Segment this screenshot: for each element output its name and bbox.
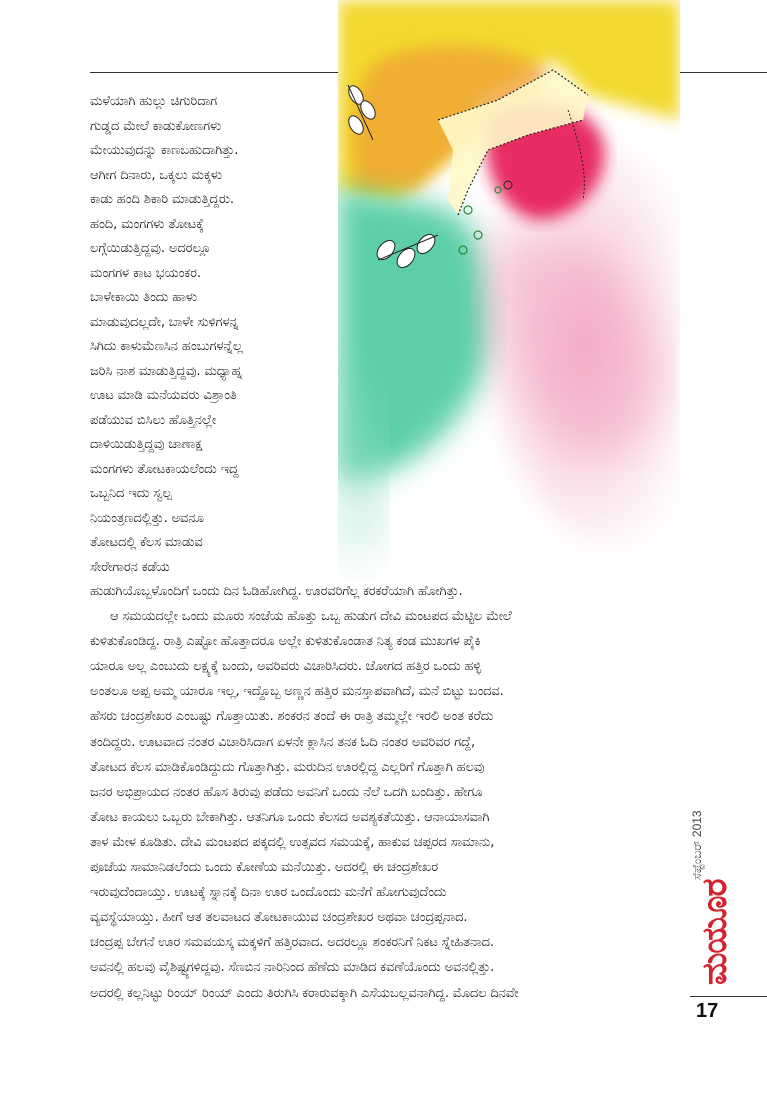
text-line: ತಂದಿದ್ದರು. ಊಟವಾದ ನಂತರ ವಿಚಾರಿಸಿದಾಗ ಏಳನೇ ಕ್ಲಾಸಿನ ತನಕ ಓದಿ ನಂತರ ಅವರಿವರ ಗದ್ದೆ, [90, 734, 475, 750]
text-line: ಆಗೀಗ ದಿನಾರು, ಒಕ್ಕಲು ಮಕ್ಕಳು [90, 167, 222, 183]
top-rule-left [90, 72, 338, 73]
text-line: ತಾಳ ಮೇಳ ಕೂಡಿತು. ದೇವಿ ಮಂಟಪದ ಪಕ್ಕದಲ್ಲಿ ಉತ್ಸವದ ಸಮಯಕ್ಕೆ, ಹಾಕುವ ಚಪ್ಪರದ ಸಾಮಾನು, [90, 834, 495, 850]
text-line: ಯಾರೂ ಅಲ್ಲ ಎಂಬುದು ಲಕ್ಷ್ಯಕ್ಕೆ ಬಂದು, ಅವರಿವರು ವಿಚಾರಿಸಿದರು. ಜೋಗದ ಹತ್ತಿರ ಒಂದು ಹಳ್ಳಿ [90, 659, 482, 675]
top-rule-right [680, 72, 767, 73]
text-line: ದಾಳಿಯಿಡುತ್ತಿದ್ದವು ಚಾಣಾಕ್ಷ [90, 437, 203, 452]
text-line: ಗುಡ್ಡದ ಮೇಲೆ ಕಾಡುಕೋಣಗಳು [90, 118, 222, 134]
text-line: ಪಡೆಯುವ ಬಿಸಿಲು ಹೊತ್ತಿನಲ್ಲೇ [90, 412, 217, 428]
body-column [90, 579, 685, 1006]
text-line: ವ್ಯವಸ್ಥೆಯಾಯ್ತು. ಹೀಗೆ ಆತ ತಲವಾಟದ ತೋಟಕಾಯುವ ಚಂದ್ರಶೇಖರ ಅಥವಾ ಚಂದ್ರಪ್ಪನಾದ. [90, 910, 468, 926]
text-line: ಮಾಡುವುದಲ್ಲದೇ, ಬಾಳೇ ಸುಳಿಗಳನ್ನ [90, 314, 239, 330]
text-line: ತೋಟ ಕಾಯಲು ಒಬ್ಬರು ಬೇಕಾಗಿತ್ತು. ಆತನಿಗೂ ಒಂದು ಕೆಲಸದ ಅವಶ್ಯಕತೆಯಿತ್ತು. ಆನಾಯಾಸವಾಗಿ [90, 809, 490, 825]
text-line: ಊಟ ಮಾಡಿ ಮನೆಯವರು ವಿಶ್ರಾಂತಿ [90, 388, 237, 403]
text-line: ಮಂಗಗಳು ತೋಟಕಾಯಲೆಂದು ಇದ್ದ [90, 461, 239, 477]
text-line: ಜನರ ಅಭಿಪ್ರಾಯದ ನಂತರ ಹೊಸ ತಿರುವು ಪಡೆದು ಅವನಿಗೆ ಒಂದು ನೆಲೆ ಒದಗಿ ಬಂದಿತ್ತು. ಹೇಗೂ [90, 784, 483, 800]
page-number: 17 [696, 1000, 719, 1022]
paragraph-start-line: ಆ ಸಮಯದಲ್ಲೇ ಒಂದು ಮೂರು ಸಂಜೆಯ ಹೊತ್ತು ಒಬ್ಬ ಹುಡುಗ ದೇವಿ ಮಂಟಪದ ಮೆಟ್ಟಿಲ ಮೇಲೆ [110, 609, 512, 625]
text-line: ಹೆಸರು ಚಂದ್ರಶೇಖರ ಎಂಬಷ್ಟು ಗೊತ್ತಾಯಿತು. ಶಂಕರನ ತಂದೆ ಈ ರಾತ್ರಿ ತಮ್ಮಲ್ಲೇ ಇರಲಿ ಅಂತ ಕರೆದು [90, 709, 494, 725]
text-line: ತೋಟದ ಕೆಲಸ ಮಾಡಿಕೊಂಡಿದ್ದುದು ಗೊತ್ತಾಗಿತ್ತು. ಮರುದಿನ ಊರಲ್ಲಿದ್ದ ಎಲ್ಲರಿಗೆ ಗೊತ್ತಾಗಿ ಹಲವು [90, 759, 485, 775]
text-line: ಇರುವುದೆಂದಾಯ್ತು. ಊಟಕ್ಕೆ ಸ್ನಾನಕ್ಕೆ ದಿನಾ ಊರ ಒಂದೊಂದು ಮನೆಗೆ ಹೋಗುವುದೆಂದು [90, 885, 447, 901]
intro-column [90, 90, 340, 580]
text-line: ಬಾಳೇಕಾಯಿ ತಿಂದು ಹಾಳು [90, 290, 197, 305]
text-line: ಮೇಯುವುದನ್ನು ಕಾಣಬಹುದಾಗಿತ್ತು. [90, 143, 239, 158]
text-line: ಮಂಗಗಳ ಕಾಟ ಭಯಂಕರ. [90, 265, 201, 281]
page-number-rule [690, 996, 767, 997]
text-line: ಕುಳಿತುಕೊಂಡಿದ್ದ. ರಾತ್ರಿ ಎಷ್ಟೋ ಹೊತ್ತಾದರೂ ಅಲ್ಲೇ ಕುಳಿತುಕೊಂಡಾತ ನಿತ್ಯ ಕಂಡ ಮುಖಗಳ ಪೈಕಿ [90, 634, 481, 650]
magazine-name: ಮಯೂರ [695, 879, 735, 985]
text-line: ಸೇರೇಗಾರನ ಕಡೆಯ [90, 559, 170, 575]
text-line: ಚಂದ್ರಪ್ಪ ಬೇಗನೆ ಊರ ಸಮವಯಸ್ಕ ಮಕ್ಕಳಿಗೆ ಹತ್ತಿರವಾದ. ಅದರಲ್ಲೂ ಶಂಕರನಿಗೆ ನಿಕಟ ಸ್ನೇಹಿತನಾದ. [90, 935, 494, 951]
text-line: ಒಬ್ಬನಿದ ಇದು ಸ್ವಲ್ಪ [90, 486, 172, 501]
text-line: ಹುಡುಗಿಯೊಬ್ಬಳೊಂದಿಗೆ ಒಂದು ದಿನ ಓಡಿಹೋಗಿದ್ದ. ಊರವರಿಗೆಲ್ಲ ಕರಕರೆಯಾಗಿ ಹೋಗಿತ್ತು. [90, 584, 463, 599]
text-line: ಹಂದಿ, ಮಂಗಗಳು ತೋಟಕ್ಕೆ [90, 216, 204, 232]
text-line: ಕಾಡು ಹಂದಿ ಶಿಕಾರಿ ಮಾಡುತ್ತಿದ್ದರು. [90, 192, 234, 207]
watercolor-illustration [338, 0, 680, 585]
text-line: ಸಿಗಿದು ಕಾಳುಮೆಣಸಿನ ಹಂಬುಗಳನ್ನೆಲ್ಲ [90, 339, 243, 354]
text-line: ಮಳೆಯಾಗಿ ಹುಲ್ಲು ಚಿಗುರಿದಾಗ [90, 94, 218, 109]
issue-date: ಸೆಪ್ಟೆಂಬರ್ 2013 [690, 810, 704, 880]
text-line: ಅವನಲ್ಲಿ ಹಲವು ವೈಶಿಷ್ಟ್ಯಗಳಿದ್ದವು. ಸೆಣಬಿನ ನಾರಿನಿಂದ ಹೆಣೆದು ಮಾಡಿದ ಕವಣೆಯೊಂದು ಅವನಲ್ಲಿತ್ತು. [90, 960, 495, 976]
text-line: ಅಂತಲೂ ಅಪ್ಪ ಅಮ್ಮ ಯಾರೂ ಇಲ್ಲ, ಇದ್ದೊಬ್ಬ ಅಣ್ಣನ ಹತ್ತಿರ ಮನಸ್ತಾಪವಾಗಿದೆ, ಮನೆ ಬಿಟ್ಟು ಬಂದವ. [90, 684, 504, 700]
text-line: ನಿಯಂತ್ರಣದಲ್ಲಿತ್ತು. ಅವನೂ [90, 510, 204, 526]
text-line: ಲಗ್ಗೆಯಿಡುತ್ತಿದ್ದವು. ಅದರಲ್ಲೂ [90, 241, 211, 256]
text-line: ಅದರಲ್ಲಿ ಕಲ್ಲನಿಟ್ಟು ರಿಂಯ್ ರಿಂಯ್ ಎಂದು ತಿರುಗಿಸಿ ಕರಾರುವಕ್ಕಾಗಿ ಎಸೆಯಬಲ್ಲವನಾಗಿದ್ದ. ಮೊದಲ ದಿನವೇ [90, 985, 519, 1001]
text-line: ತೋಟದಲ್ಲಿ ಕೆಲಸ ಮಾಡುವ [90, 535, 203, 550]
text-line: ಜರಿಸಿ ನಾಶ ಮಾಡುತ್ತಿದ್ದವು. ಮಧ್ಯಾಹ್ನ [90, 363, 243, 379]
text-line: ಪೂಜೆಯ ಸಾಮಾನಿಡಲೆಂದು ಒಂದು ಕೋಣೆಯ ಮನೆಯಿತ್ತು. ಅದರಲ್ಲಿ ಈ ಚಂದ್ರಶೇಖರ [90, 860, 438, 876]
